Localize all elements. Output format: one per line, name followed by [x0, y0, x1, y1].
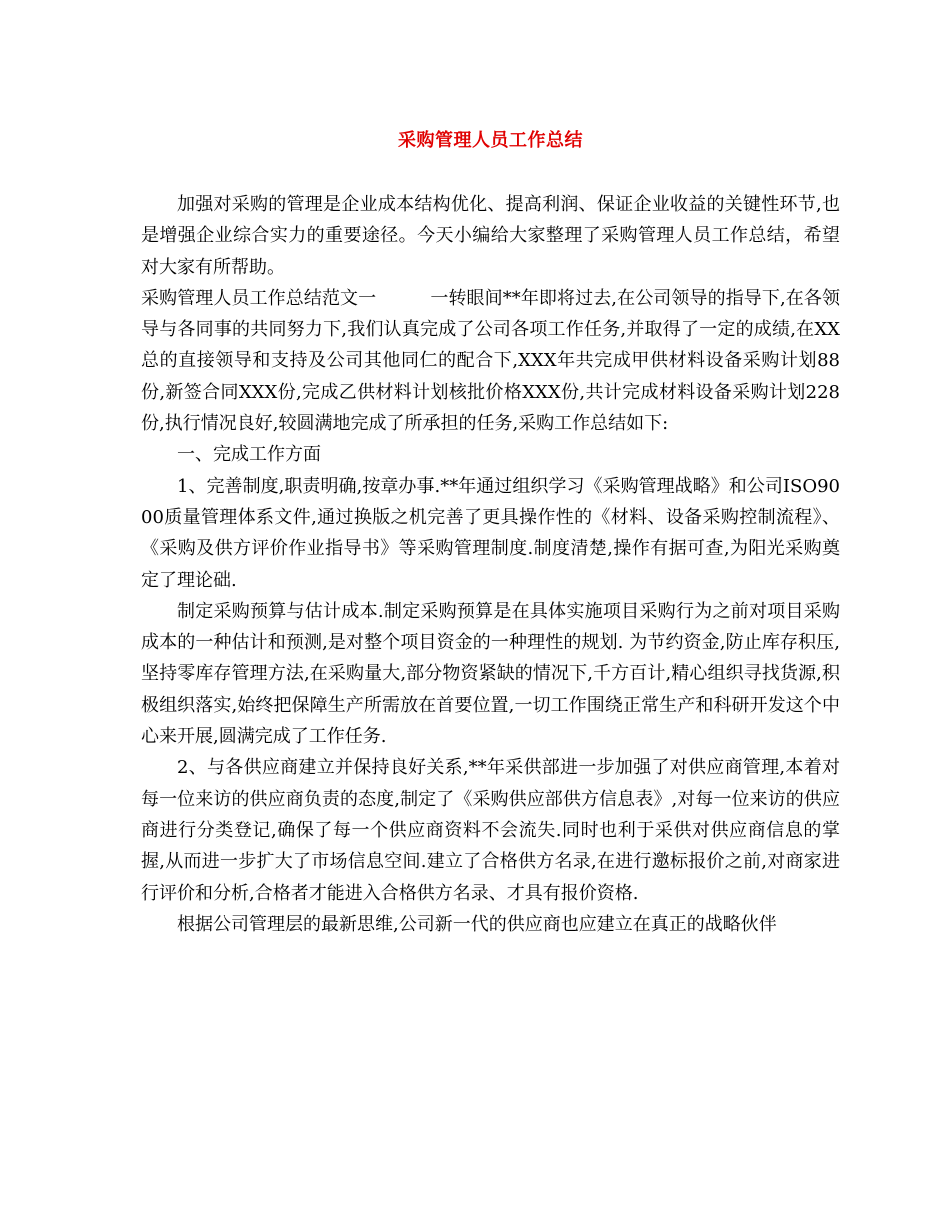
- last-paragraph: 根据公司管理层的最新思维,公司新一代的供应商也应建立在真正的战略伙伴: [177, 913, 777, 935]
- section-heading-one: 一、完成工作方面: [177, 444, 321, 466]
- budget-paragraph: 制定采购预算与估计成本.制定采购预算是在具体实施项目采购行为之前对项目采购成本的一种估计和预测,是对整个项目资金的一种理性的规划. 为节约资金,防止库存积压,坚持零库存管理方法,在采购量大,部分物资紧缺的情况下,千方百计,精心组织寻找货源,积极组织落实,始终把保障生产所需放在首要位置,一切工作围绕正常生产和科研开发这个中心来开展,圆满完成了工作任务.: [141, 600, 840, 748]
- item-one-paragraph: 1、完善制度,职责明确,按章办事.**年通过组织学习《采购管理战略》和公司ISO9000质量管理体系文件,通过换版之机完善了更具操作性的《材料、设备采购控制流程》、《采购及供方评价作业指导书》等采购管理制度.制度清楚,操作有据可查,为阳光采购奠定了理论础.: [141, 475, 840, 591]
- item-two-paragraph: 2、与各供应商建立并保持良好关系,**年采供部进一步加强了对供应商管理,本着对每一位来访的供应商负责的态度,制定了《采购供应部供方信息表》,对每一位来访的供应商进行分类登记,确保了每一个供应商资料不会流失.同时也利于采供对供应商信息的掌握,从而进一步扩大了市场信息空间.建立了合格供方名录,在进行邀标报价之前,对商家进行评价和分析,合格者才能进入合格供方名录、才具有报价资格.: [141, 757, 840, 904]
- example-opening-text: 一转眼间**年即将过去,在公司领导的指导下,在各领导与各同事的共同努力下,我们认真完成了公司各项工作任务,并取得了一定的成绩,在XX总的直接领导和支持及公司其他同仁的配合下,XXX年共完成甲供材料设备采购计划88份,新签合同XXX份,完成乙供材料计划核批价格XXX份,共计完成材料设备采购计划228份,执行情况良好,较圆满地完成了所承担的任务,采购工作总结如下:: [141, 287, 840, 435]
- example-paragraph: [141, 283, 840, 439]
- intro-paragraph: 加强对采购的管理是企业成本结构优化、提高利润、保证企业收益的关键性环节,也是增强企业综合实力的重要途径。今天小编给大家整理了采购管理人员工作总结，希望对大家有所帮助。: [141, 194, 840, 278]
- document-title: 采购管理人员工作总结: [398, 130, 583, 151]
- example-heading: 采购管理人员工作总结范文一: [141, 287, 377, 309]
- document-body: [141, 189, 840, 940]
